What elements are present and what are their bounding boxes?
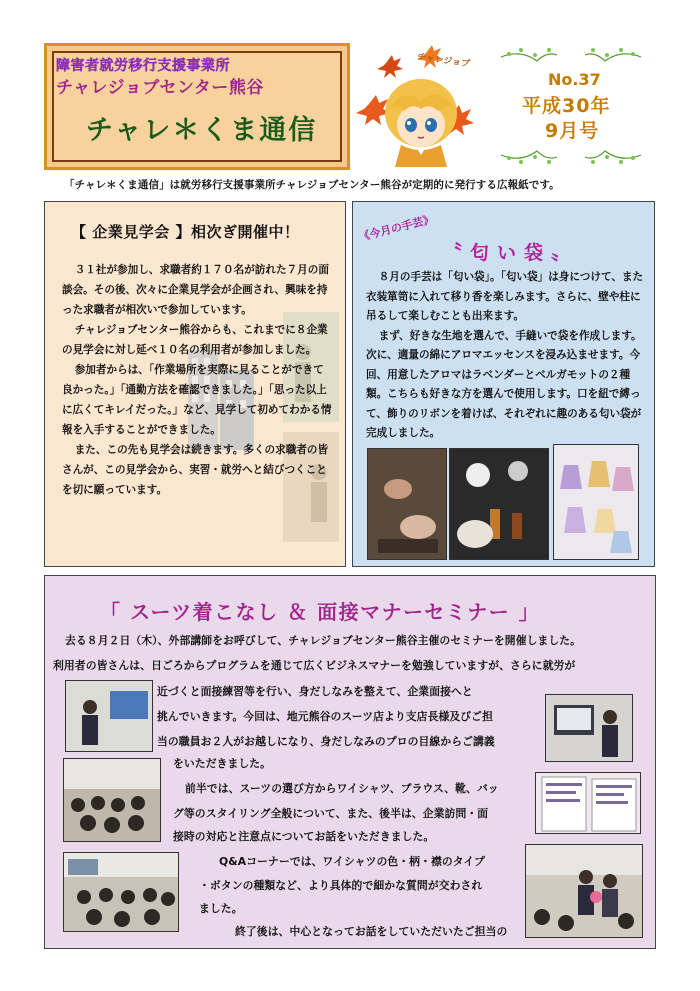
company-visit-paragraph: 参加者からは、「作業場所を実際に見ることができて良かった。」「通勤方法を確認できました。」「思った以上に広くてキレイだった。」など、見学して初めてわかる情報を入手することができました。: [62, 364, 332, 436]
company-visit-paragraph: チャレジョブセンター熊谷からも、これまでに８企業の見学会に対し延べ１０名の利用者が参加しました。: [62, 324, 328, 356]
craft-paragraph: ８月の手芸は「匂い袋」。「匂い袋」は身につけて、また衣装箪笥に入れて移り香を楽しみます。さらに、壁や柱に吊るして楽しむことも出来ます。: [366, 271, 644, 322]
seminar-line: 近づくと面接練習等を行い、身だしなみを整えて、企業面接へと: [157, 685, 473, 698]
seminar-line: グ等のスタイリング全般について、また、後半は、企業訪問・面: [173, 807, 489, 820]
company-visit-article: [44, 201, 346, 567]
seminar-line: Q&Aコーナーでは、ワイシャツの色・柄・襟のタイプ: [219, 855, 485, 868]
issue-year: 平成30年: [522, 95, 611, 117]
craft-photo-sachets: [553, 444, 639, 560]
company-visit-heading: 【 企業見学会 】相次ぎ開催中！: [71, 223, 300, 241]
seminar-article: [44, 575, 656, 949]
craft-article: [352, 201, 655, 567]
seminar-photo-handout: [535, 772, 641, 834]
masthead-line-2: チャレジョブセンター熊谷: [56, 78, 264, 98]
seminar-line: 利用者の皆さんは、日ごろからプログラムを通じて広くビジネスマナーを勉強していますが、さらに就労が: [53, 659, 576, 672]
seminar-line: 終了後は、中心となってお話をしていただいたご担当の: [235, 925, 508, 938]
seminar-photo-presenter: [65, 680, 153, 752]
craft-heading: 〝匂い袋〟: [443, 242, 579, 264]
intro-text: 「チャレ＊くま通信」は就労移行支援事業所チャレジョブセンター熊谷が定期的に発行する広報紙です。: [64, 179, 560, 191]
seminar-line: ・ボタンの種類など、より具体的で細かな質問が交わされ: [199, 879, 483, 892]
craft-photo-ribbon: [449, 448, 549, 560]
company-visit-paragraph: ３１社が参加し、求職者約１７０名が訪れた７月の面談会。その後、次々に企業見学会が企画され、興味を持った求職者が相次いで参加しています。: [62, 264, 329, 316]
seminar-photo-audience: [63, 758, 161, 842]
seminar-line: 当の職員お２人がお越しになり、身だしなみのプロの目線からご講義: [157, 735, 495, 748]
seminar-heading: 「 スーツ着こなし ＆ 面接マナーセミナー 」: [100, 600, 541, 624]
seminar-line: をいただきました。: [173, 757, 272, 770]
issue-month: 9月号: [545, 120, 600, 142]
seminar-photo-lecturer: [545, 694, 633, 762]
seminar-line: 挑んでいきます。今回は、地元熊谷のスーツ店より支店長様及びご担: [157, 710, 493, 723]
craft-paragraph: まず、好きな生地を選んで、手縫いで袋を作成します。次に、適量の綿にアロマエッセンスを浸み込ませます。今回、用意したアロマはラベンダーとベルガモットの２種類。こちらも好きな方を選んで使用します。口を紐で縛って、飾りのリボンを着けば、それぞれに趣のある匂い袋が完成しました。: [366, 329, 642, 439]
masthead-line-1: 障害者就労移行支援事業所: [56, 58, 230, 74]
seminar-line: 接時の対応と注意点についてお話をいただきました。: [173, 830, 435, 843]
company-visit-body: [62, 260, 334, 500]
masthead-title: チャレ＊くま通信: [86, 115, 318, 146]
company-visit-paragraph: また、この先も見学会は続きます。多くの求職者の皆さんが、この見学会から、実習・就労へと結びつくことを切に願っています。: [62, 444, 329, 496]
craft-photo-sewing: [367, 448, 447, 560]
craft-body: [366, 268, 649, 444]
seminar-photo-bouquet: [525, 844, 643, 938]
seminar-line: ました。: [199, 902, 243, 915]
seminar-line: 前半では、スーツの選び方からワイシャツ、ブラウス、靴、バッ: [185, 782, 499, 795]
issue-number: No.37: [548, 70, 601, 89]
seminar-photo-room: [63, 852, 179, 932]
mascot-tag: チャレジョブ: [416, 52, 471, 70]
craft-label: 《今月の手芸》: [357, 212, 436, 244]
seminar-line: 去る８月２日（木）、外部講師をお呼びして、チャレジョブセンター熊谷主催のセミナーを開催しました。: [65, 634, 582, 647]
